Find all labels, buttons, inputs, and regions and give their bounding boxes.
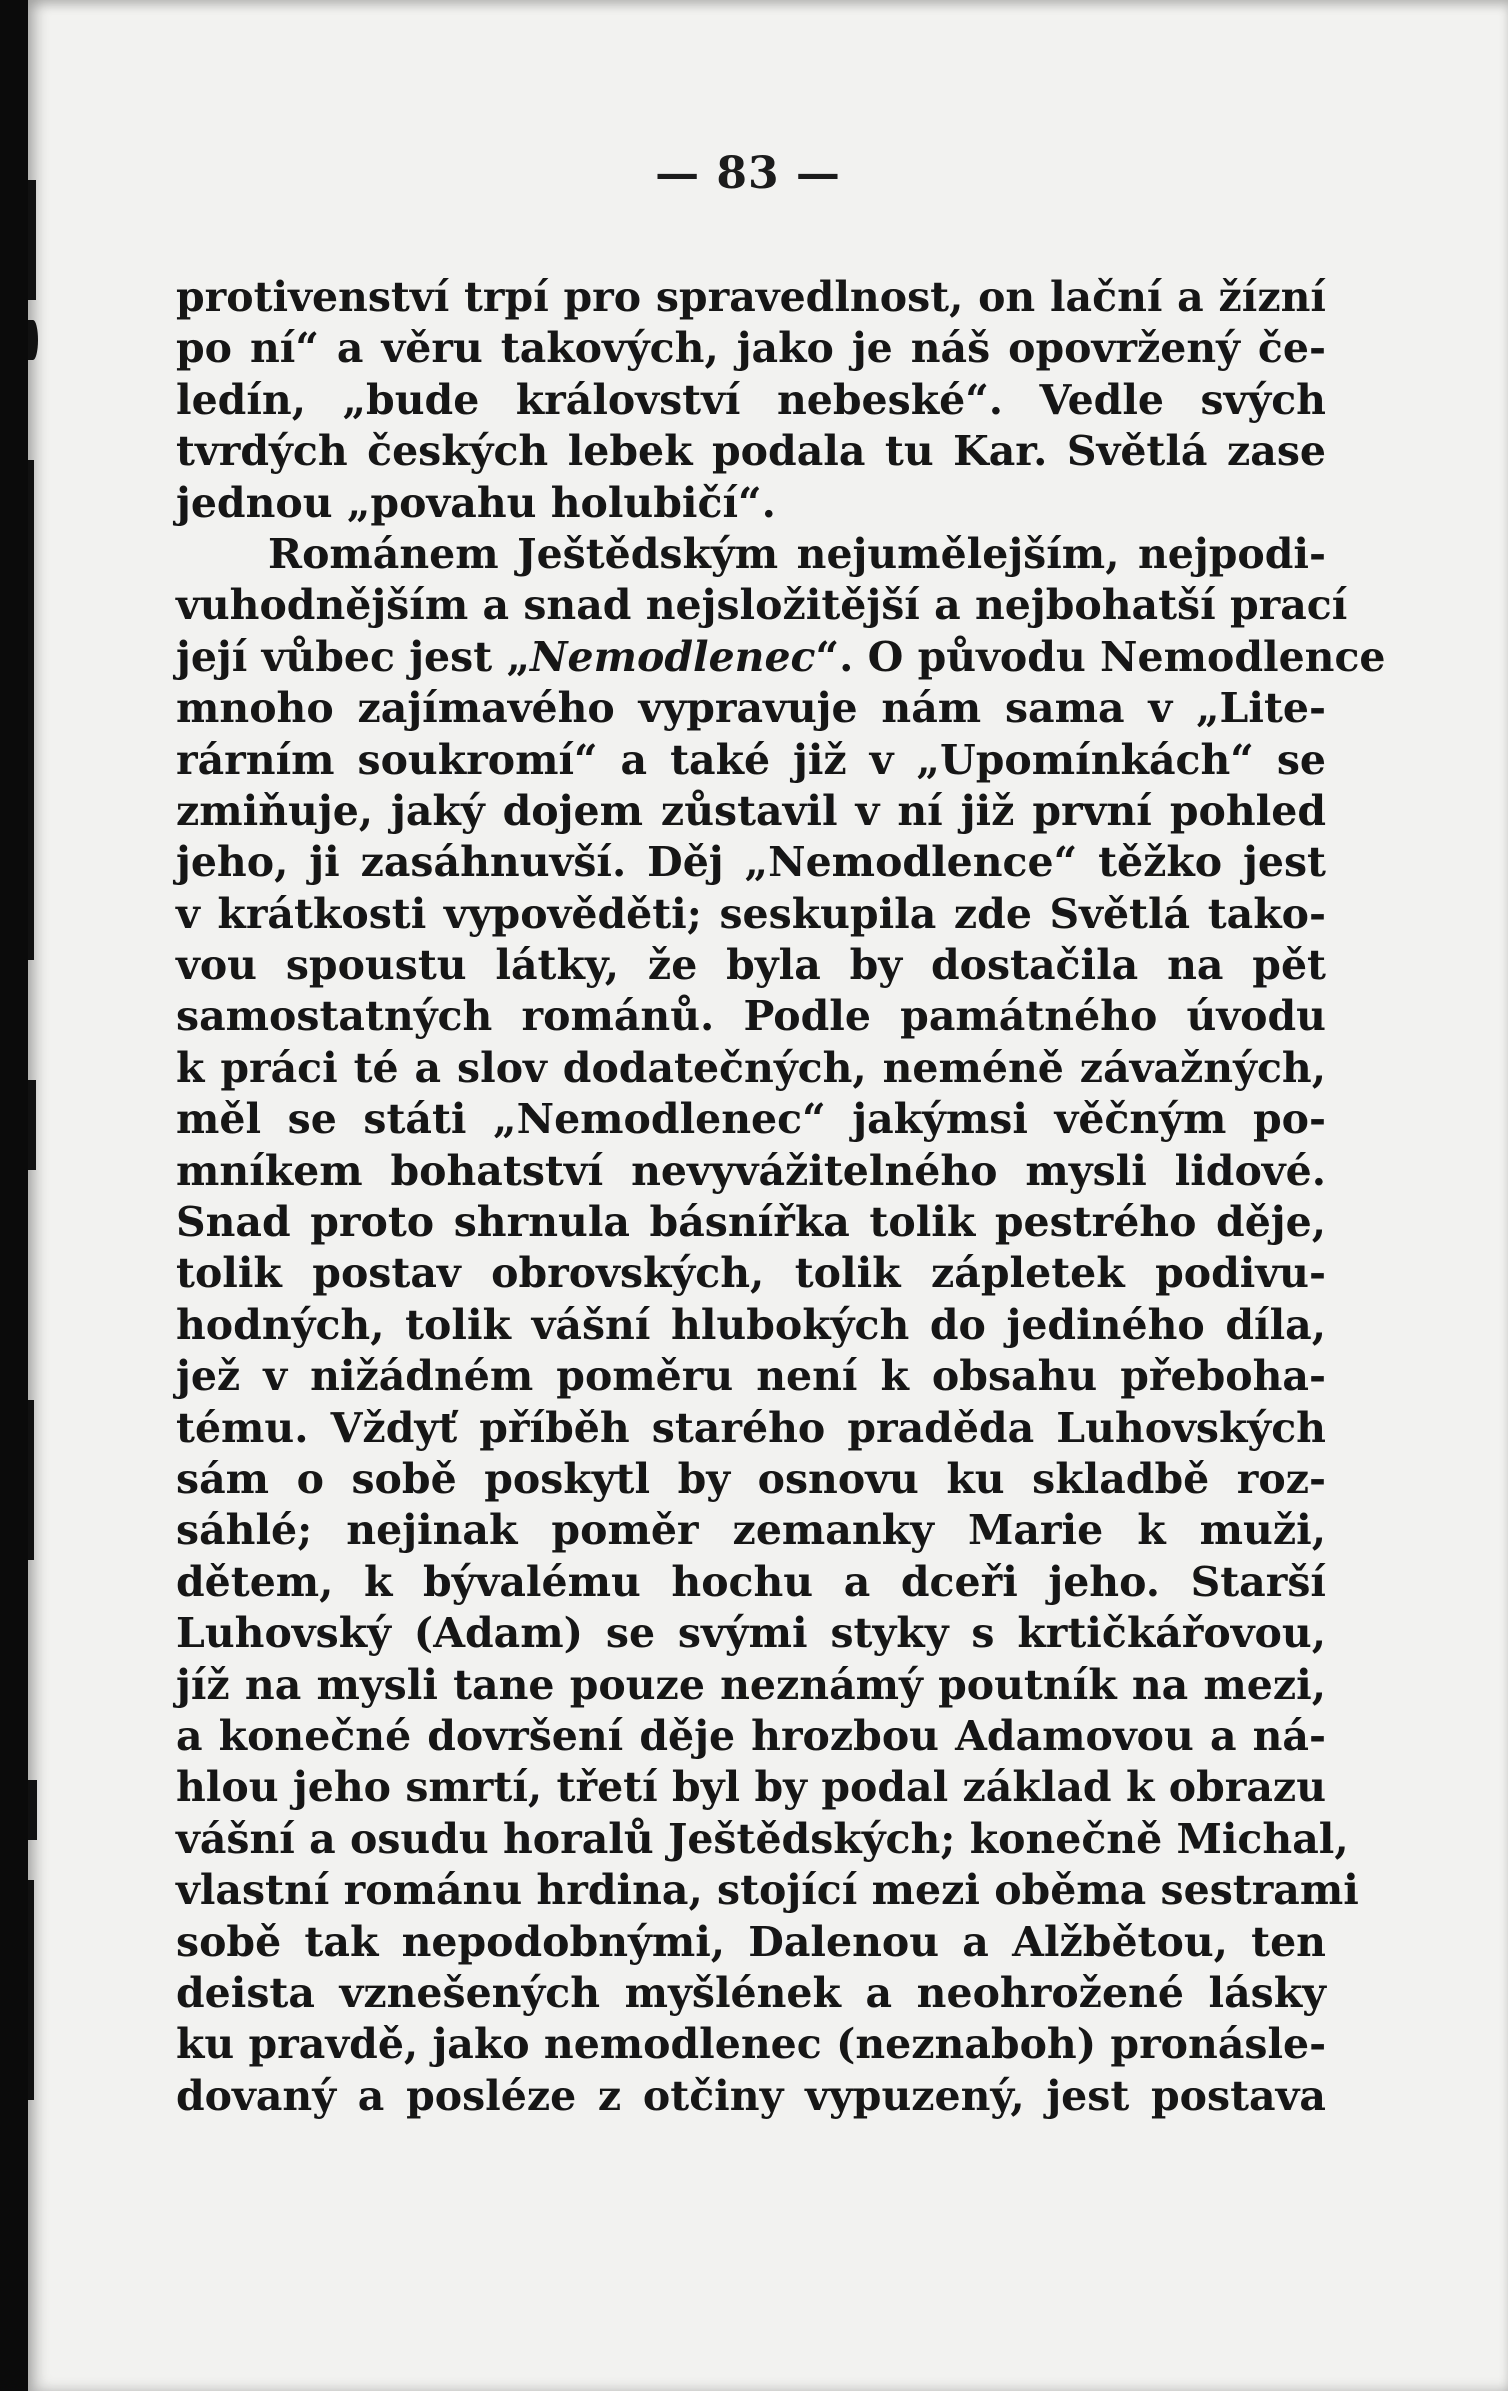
text-line-mixed	[176, 632, 1386, 683]
text-line: sám o sobě poskytl by osnovu ku skladbě roz-	[176, 1454, 1326, 1503]
binding-mark	[28, 320, 38, 360]
text-line: dovaný a posléze z otčiny vypuzený, jest postava	[176, 2071, 1326, 2120]
body-text	[176, 272, 1386, 2122]
text-line: mníkem bohatství nevyvážitelného mysli lidové.	[176, 1146, 1326, 1195]
text-line: vou spoustu látky, že byla by dostačila na pět	[176, 941, 1326, 990]
text-line: po ní“ a věru takových, jako je náš opovržený če-	[176, 324, 1326, 373]
text-line: protivenství trpí pro spravedlnost, on lační a žízní	[176, 273, 1326, 321]
text-line: k práci té a slov dodatečných, neméně závažných,	[176, 1043, 1326, 1092]
text-line: měl se státi „Nemodlenec“ jakýmsi věčným po-	[176, 1095, 1326, 1144]
text-line: mnoho zajímavého vypravuje nám sama v „Lite-	[176, 684, 1326, 733]
text-line: sáhlé; nejinak poměr zemanky Marie k muži,	[176, 1506, 1326, 1555]
text-line: hodných, tolik vášní hlubokých do jediného díla,	[176, 1300, 1326, 1349]
text-line: ku pravdě, jako nemodlenec (neznaboh) pronásle-	[176, 2020, 1327, 2069]
text-line: Románem Ještědským nejumělejším, nejpodi-	[268, 529, 1326, 578]
text-line: Luhovský (Adam) se svými styky s krtičkářovou,	[176, 1609, 1326, 1658]
text-line: a konečné dovršení děje hrozbou Adamovou a ná-	[176, 1711, 1326, 1760]
binding-mark	[28, 1400, 34, 1560]
text-line: tému. Vždyť příběh starého praděda Luhovských	[176, 1403, 1326, 1452]
text-line: deista vznešených myšlének a neohrožené lásky	[176, 1968, 1326, 2017]
text-line: jeho, ji zasáhnuvší. Děj „Nemodlence“ těžko jest	[176, 838, 1326, 887]
text-line: samostatných románů. Podle památného úvodu	[176, 992, 1326, 1041]
text-line: v krátkosti vypověděti; seskupila zde Světlá tako-	[176, 889, 1326, 938]
binding-mark	[28, 1880, 34, 2100]
text-line: hlou jeho smrtí, třetí byl by podal základ k obrazu	[176, 1763, 1326, 1812]
text-line: sobě tak nepodobnými, Dalenou a Alžbětou, ten	[176, 1917, 1326, 1966]
text-line: jíž na mysli tane pouze neznámý poutník na mezi,	[176, 1660, 1326, 1709]
text-line: zmiňuje, jaký dojem zůstavil v ní již první pohled	[176, 786, 1326, 835]
page-number: — 83 —	[655, 148, 841, 199]
binding-mark	[28, 1780, 37, 1840]
text-line: tolik postav obrovských, tolik zápletek podivu-	[176, 1249, 1326, 1298]
text-line: rárním soukromí“ a také již v „Upomínkách“ se	[176, 735, 1326, 784]
binding-mark	[28, 460, 34, 960]
text-line: vášní a osudu horalů Ještědských; konečně Michal,	[176, 1814, 1349, 1863]
text-line: dětem, k bývalému hochu a dceři jeho. Starší	[176, 1557, 1326, 1606]
text-line: jež v nižádném poměru není k obsahu přeboha-	[176, 1352, 1326, 1401]
text-line: vuhodnějším a snad nejsložitější a nejbohatší prací	[176, 581, 1348, 630]
binding-mark	[28, 1080, 36, 1170]
text-line: jednou „povahu holubičí“.	[176, 478, 776, 527]
text-line: Snad proto shrnula básnířka tolik pestrého děje,	[176, 1198, 1326, 1247]
text-line: ledín, „bude království nebeské“. Vedle svých	[176, 375, 1326, 424]
text-segment: “. O původu Nemodlence	[815, 632, 1386, 681]
italic-title: Nemodlenec	[530, 632, 816, 681]
text-line: vlastní románu hrdina, stojící mezi oběma sestrami	[176, 1866, 1359, 1915]
text-segment: její vůbec jest „	[176, 632, 531, 681]
text-line: tvrdých českých lebek podala tu Kar. Světlá zase	[176, 427, 1326, 476]
book-page	[28, 0, 1508, 2391]
